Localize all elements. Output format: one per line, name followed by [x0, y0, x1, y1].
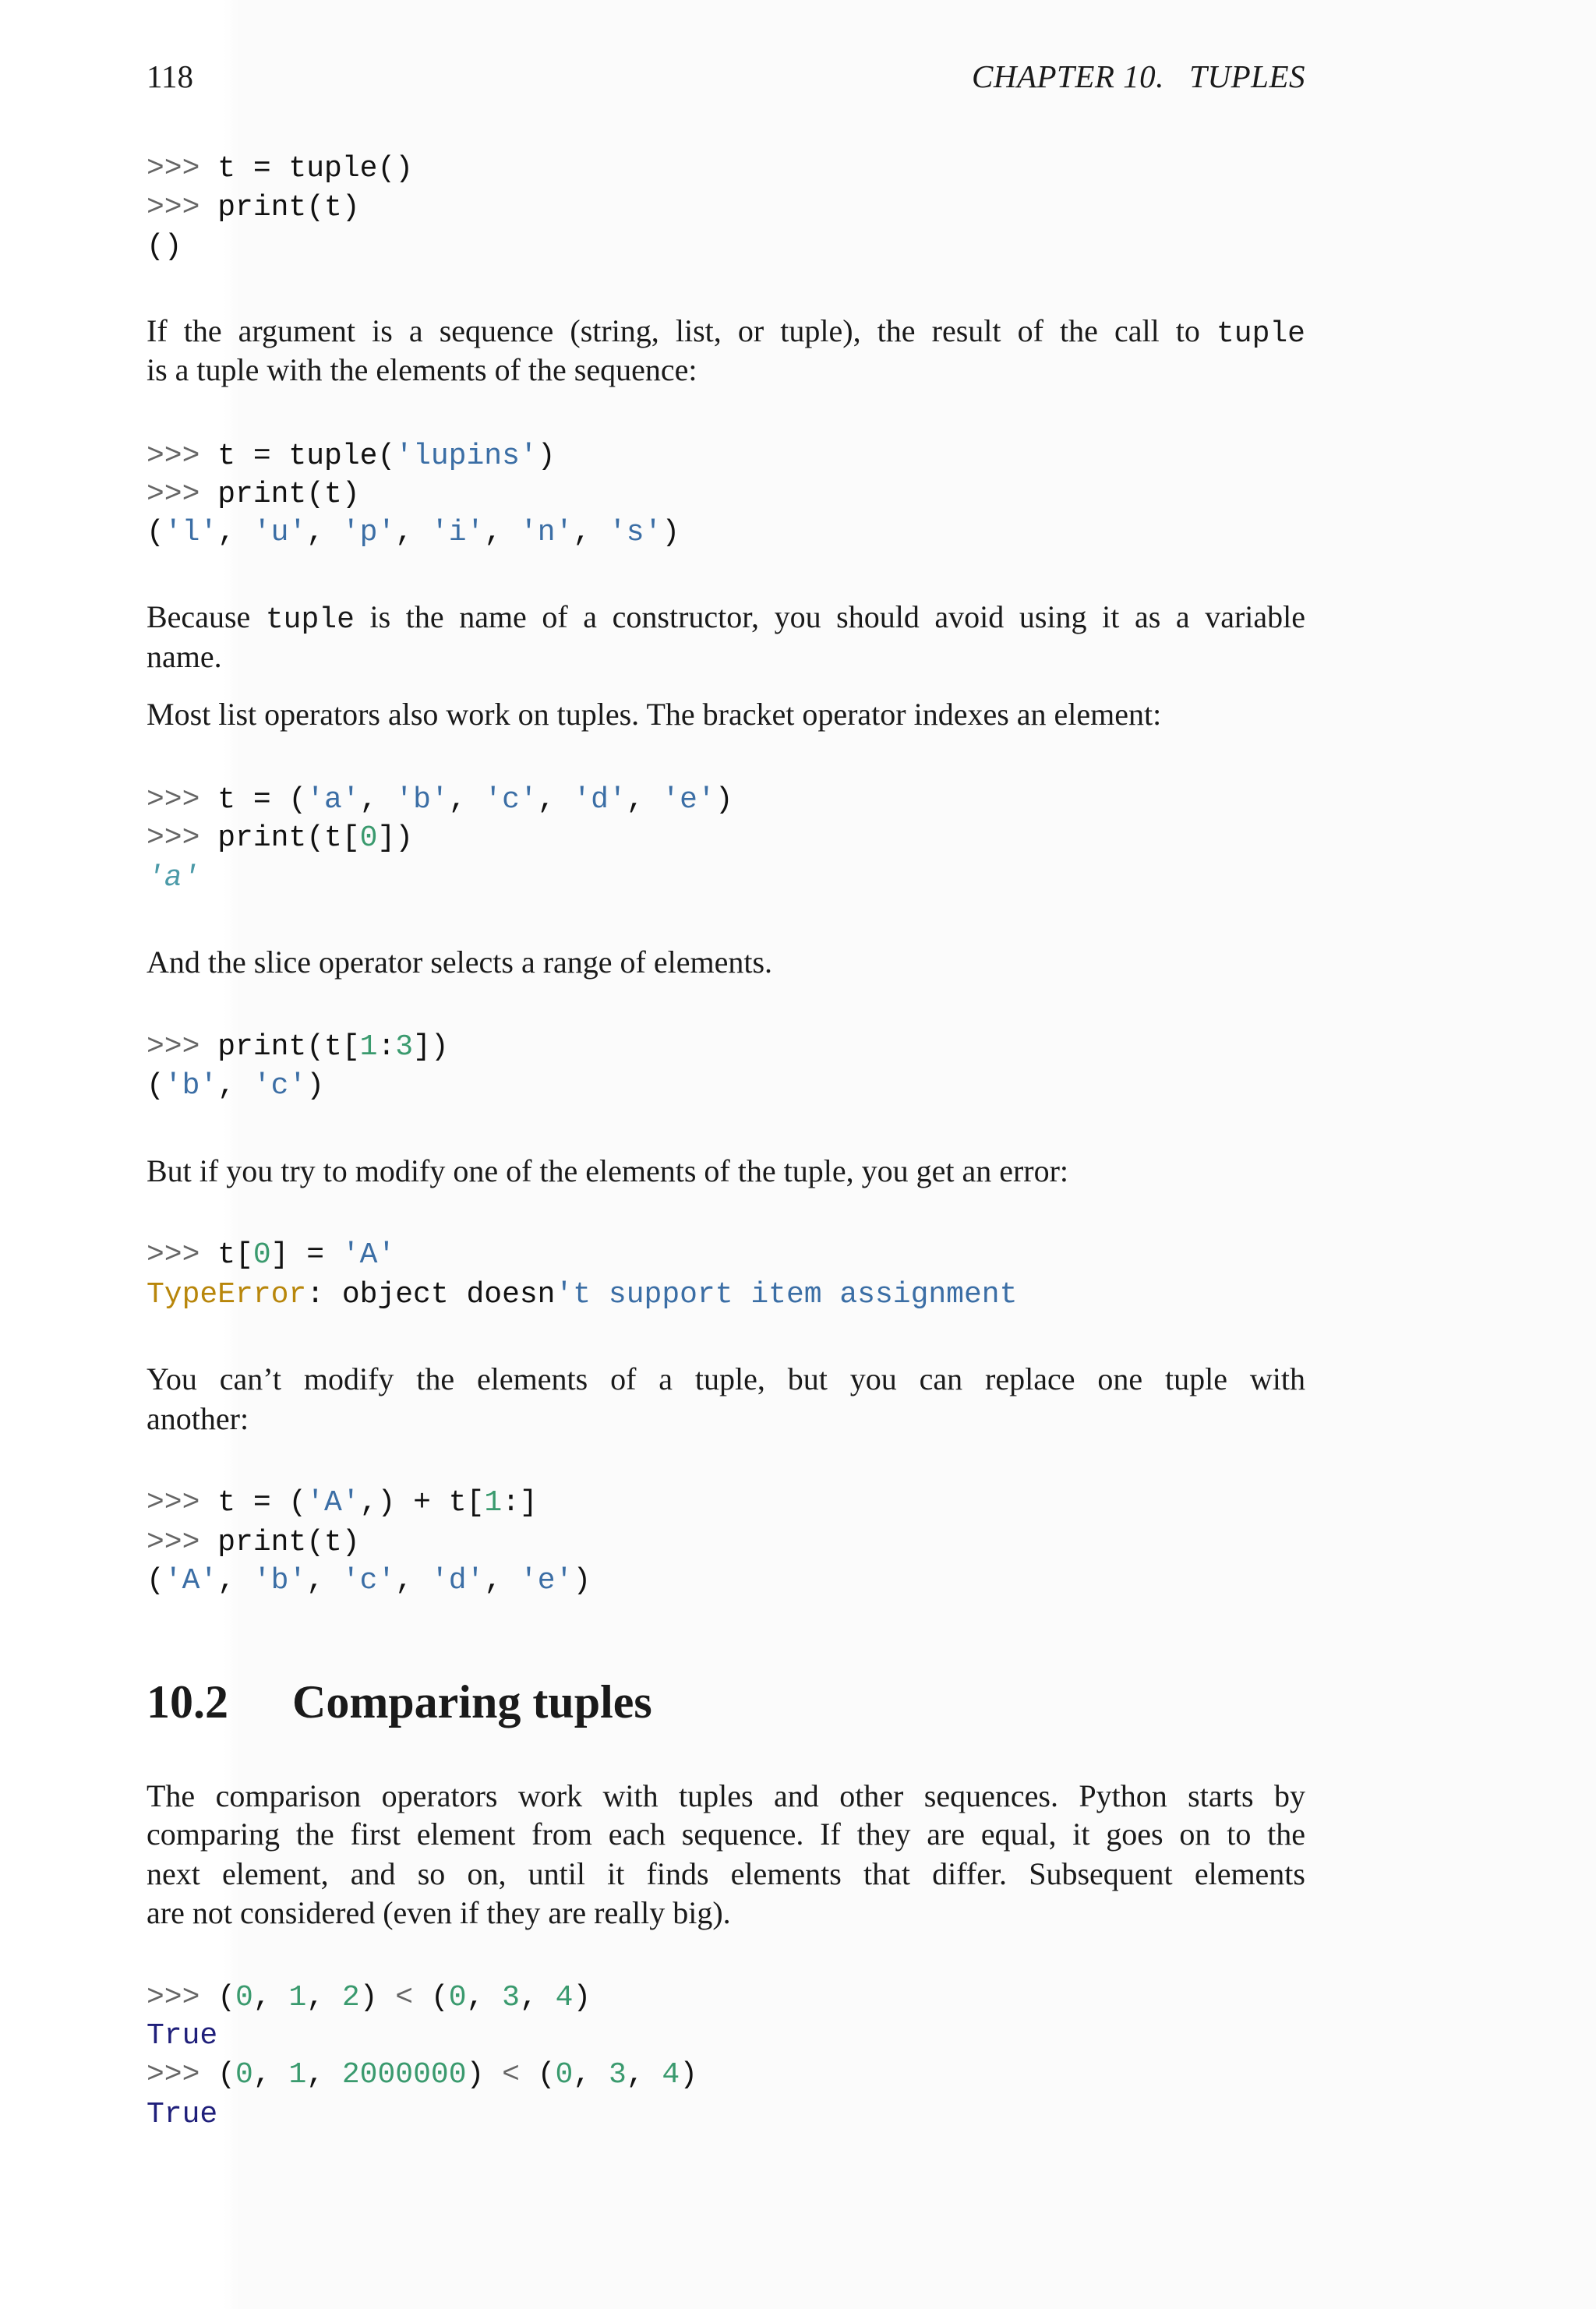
string-literal: 'b' — [164, 1069, 218, 1103]
paragraph-line — [147, 598, 1305, 640]
prompt: >>> — [147, 1486, 218, 1520]
code-line — [147, 1236, 395, 1275]
string-literal: 'n' — [519, 516, 574, 549]
code-text: t = ( — [217, 1486, 307, 1520]
number-literal: 3 — [608, 2058, 627, 2092]
string-literal: 'e' — [662, 783, 715, 817]
code-line: >>> t = ('a', 'b', 'c', 'd', 'e') — [147, 783, 733, 817]
code-text: t = tuple() — [217, 152, 414, 185]
string-literal: 'A' — [306, 1486, 360, 1520]
prompt: >>> — [147, 478, 218, 511]
text: If the argument is a sequence (string, list, or tuple), the result of the call to — [147, 313, 1216, 348]
code-output: ('b', 'c') — [147, 1069, 325, 1103]
operator: < — [502, 2058, 520, 2092]
string-literal: 'd' — [573, 783, 627, 817]
code-text: print(t[ — [217, 821, 360, 855]
number-literal: 2 — [341, 1981, 360, 2014]
string-literal: 'b' — [395, 783, 449, 817]
code-text: print(t[ — [217, 1030, 360, 1064]
section-number: 10.2 — [147, 1676, 228, 1728]
code-output: 'a' — [147, 861, 200, 895]
paragraph-line: another: — [147, 1401, 249, 1436]
paragraph-line: But if you try to modify one of the elements of the tuple, you get an error: — [147, 1153, 1069, 1188]
string-literal: 'c' — [484, 783, 538, 817]
text: is the name of a constructor, you should avoid using it as a variable — [354, 599, 1306, 634]
number-literal: 3 — [395, 1030, 414, 1064]
prompt: >>> — [147, 2058, 218, 2092]
number-literal: 1 — [359, 1030, 378, 1064]
prompt: >>> — [147, 191, 218, 224]
code-text: ] = — [270, 1238, 342, 1272]
string-literal: 'b' — [252, 1564, 307, 1598]
code-line — [147, 437, 556, 476]
code-text: t = tuple( — [217, 440, 396, 473]
code-line — [147, 150, 413, 189]
code-line — [147, 189, 360, 228]
number-literal: 3 — [502, 1981, 520, 2014]
string-literal: 't support item assignment — [555, 1278, 1018, 1312]
prompt: >>> — [147, 152, 218, 185]
code-text: ) — [537, 440, 556, 473]
code-text: print(t) — [217, 191, 360, 224]
code-text: : object doesn — [306, 1278, 556, 1312]
page-number: 118 — [147, 58, 193, 94]
string-literal: 'u' — [252, 516, 307, 549]
section-heading — [147, 1674, 652, 1730]
code-text: print(t) — [217, 1526, 360, 1559]
code-text: ) — [715, 783, 733, 817]
string-literal: 'i' — [430, 516, 485, 549]
prompt: >>> — [147, 1526, 218, 1559]
code-text: ]) — [377, 821, 414, 855]
number-literal: 0 — [555, 2058, 574, 2092]
code-text: print(t) — [217, 478, 360, 511]
code-output: True — [147, 2098, 218, 2131]
number-literal: 1 — [288, 1981, 307, 2014]
code-line — [147, 1523, 360, 1562]
string-literal: 'a' — [306, 783, 360, 817]
number-literal: 0 — [235, 1981, 253, 2014]
code-line: >>> (0, 1, 2) < (0, 3, 4) — [147, 1981, 591, 2014]
number-literal: 1 — [288, 2058, 307, 2092]
number-literal: 1 — [484, 1486, 503, 1520]
paragraph-line: comparing the first element from each sequence. If they are equal, it goes on to the — [147, 1816, 1305, 1852]
error-name: TypeError — [147, 1278, 307, 1312]
number-literal: 2000000 — [341, 2058, 467, 2092]
number-literal: 4 — [555, 1981, 574, 2014]
code-output: ('l', 'u', 'p', 'i', 'n', 's') — [147, 516, 680, 549]
code-text: ]) — [413, 1030, 449, 1064]
prompt: >>> — [147, 783, 218, 817]
string-literal: 'e' — [519, 1564, 574, 1598]
code-line — [147, 475, 360, 514]
code-line: >>> (0, 1, 2000000) < (0, 3, 4) — [147, 2058, 698, 2092]
code-output: True — [147, 2019, 218, 2053]
prompt: >>> — [147, 821, 218, 855]
prompt: >>> — [147, 1030, 218, 1064]
code-text: ,) + t[ — [359, 1486, 485, 1520]
operator: < — [395, 1981, 414, 2014]
paragraph-line: next element, and so on, until it finds elements that differ. Subsequent elements — [147, 1856, 1305, 1891]
string-literal: 'lupins' — [395, 440, 538, 473]
paragraph-line: is a tuple with the elements of the sequence: — [147, 352, 697, 387]
number-literal: 0 — [448, 1981, 467, 2014]
code-output: ('A', 'b', 'c', 'd', 'e') — [147, 1564, 591, 1598]
paragraph-line: You can’t modify the elements of a tuple, but you can replace one tuple with — [147, 1361, 1305, 1396]
code-text: :] — [502, 1486, 538, 1520]
inline-code: tuple — [265, 603, 355, 637]
code-text: t[ — [217, 1238, 253, 1272]
number-literal: 0 — [252, 1238, 271, 1272]
number-literal: 0 — [235, 2058, 253, 2092]
string-literal: 'd' — [430, 1564, 485, 1598]
paragraph-line: And the slice operator selects a range of elements. — [147, 944, 773, 980]
number-literal: 4 — [662, 2058, 680, 2092]
code-text: t = ( — [217, 783, 307, 817]
string-literal: 'A' — [164, 1564, 218, 1598]
string-literal: 'l' — [164, 516, 218, 549]
paragraph-line: The comparison operators work with tuples and other sequences. Python starts by — [147, 1778, 1305, 1813]
inline-code: tuple — [1216, 317, 1305, 351]
prompt: >>> — [147, 1238, 218, 1272]
string-literal: 'A' — [341, 1238, 396, 1272]
code-text: : — [377, 1030, 396, 1064]
string-literal: 'c' — [341, 1564, 396, 1598]
paragraph-line: name. — [147, 639, 222, 674]
code-line — [147, 1028, 449, 1067]
string-literal: 'c' — [252, 1069, 307, 1103]
paragraph-line — [147, 312, 1305, 354]
running-head: CHAPTER 10. TUPLES — [972, 58, 1305, 94]
section-title: Comparing tuples — [292, 1676, 652, 1728]
prompt: >>> — [147, 440, 218, 473]
paragraph-line: Most list operators also work on tuples. The bracket operator indexes an element: — [147, 697, 1162, 732]
string-literal: 'p' — [341, 516, 396, 549]
code-line — [147, 1484, 538, 1523]
string-literal: 's' — [608, 516, 662, 549]
number-literal: 0 — [359, 821, 378, 855]
code-line — [147, 819, 413, 858]
paragraph-line: are not considered (even if they are really big). — [147, 1895, 731, 1930]
prompt: >>> — [147, 1981, 218, 2014]
error-output — [147, 1276, 1017, 1315]
text: Because — [147, 599, 266, 634]
code-output: () — [147, 230, 182, 263]
